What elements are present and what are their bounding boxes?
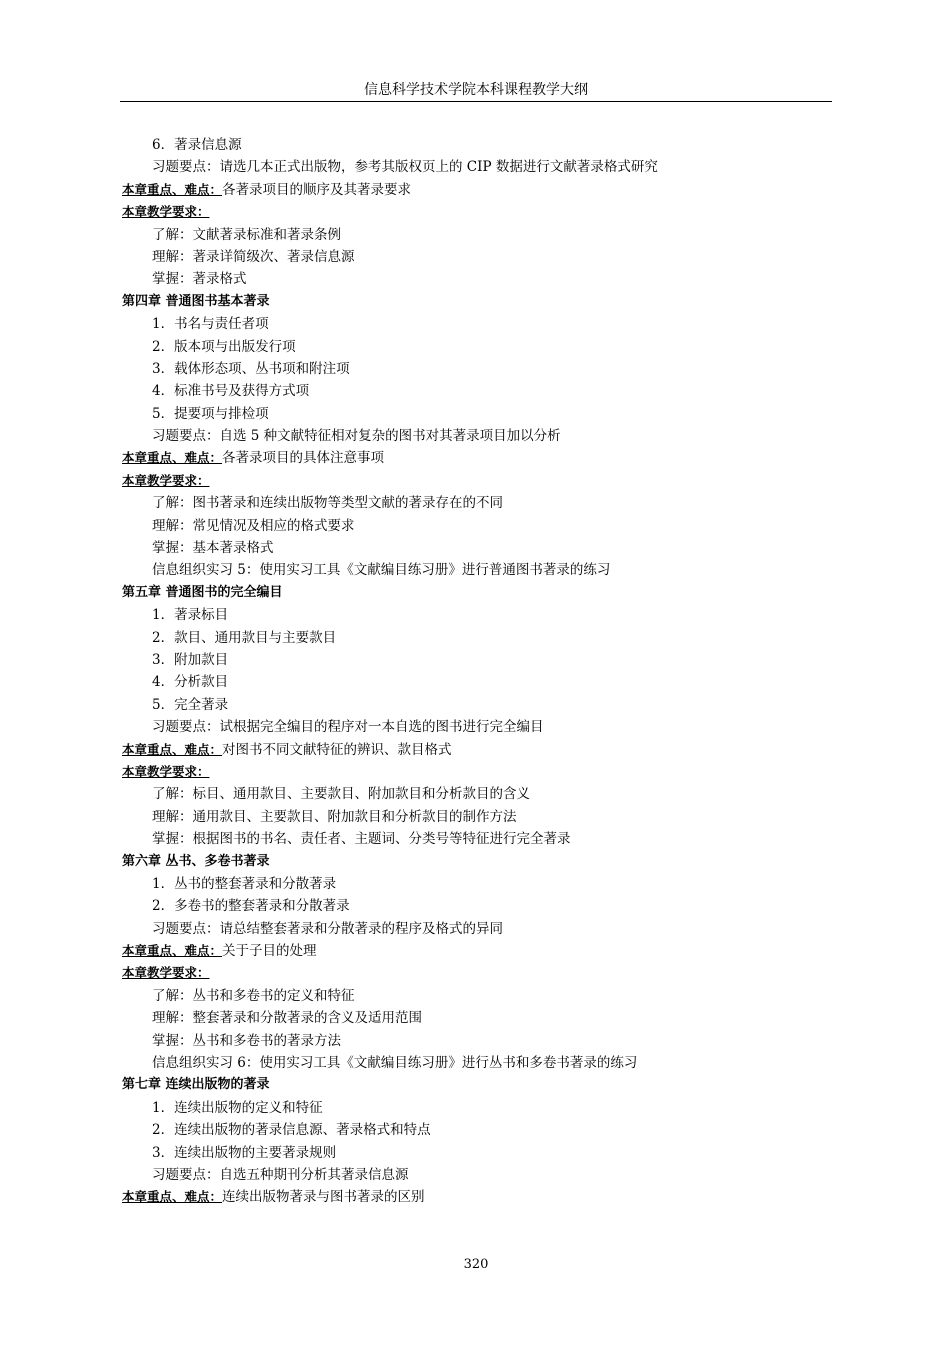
- section-item: 2．款目、通用款目与主要款目: [152, 629, 337, 646]
- chapter-heading: 第六章 丛书、多卷书著录: [122, 853, 270, 869]
- requirement-item: 了解：图书著录和连续出版物等类型文献的著录存在的不同: [152, 495, 503, 512]
- section-item: 3．载体形态项、丛书项和附注项: [152, 360, 350, 377]
- section-item: 5．完全著录: [152, 696, 229, 713]
- requirements-label: 本章教学要求：: [122, 472, 210, 488]
- chapter-heading: 第五章 普通图书的完全编目: [122, 584, 283, 600]
- requirements-line: [122, 201, 822, 223]
- key-points-text: 连续出版物著录与图书著录的区别: [222, 1189, 425, 1206]
- section-item: 3．连续出版物的主要著录规则: [152, 1144, 337, 1161]
- exercise-note: 习题要点：请选几本正式出版物，参考其版权页上的 CIP 数据进行文献著录格式研究: [152, 159, 658, 176]
- key-points-line: [122, 447, 822, 469]
- key-points-line: [122, 179, 822, 201]
- key-points-line: [122, 940, 822, 962]
- exercise-note: 习题要点：自选 5 种文献特征相对复杂的图书对其著录项目加以分析: [152, 428, 561, 445]
- practice-note: 信息组织实习 6：使用实习工具《文献编目练习册》进行丛书和多卷书著录的练习: [152, 1055, 638, 1072]
- section-item: 1．书名与责任者项: [152, 316, 269, 333]
- requirement-item: 了解：丛书和多卷书的定义和特征: [152, 987, 355, 1004]
- key-points-text: 各著录项目的顺序及其著录要求: [222, 181, 412, 198]
- requirements-line: [122, 761, 822, 783]
- document-body: [122, 134, 822, 1209]
- section-item: 3．附加款目: [152, 651, 229, 668]
- requirement-item: 掌握：丛书和多卷书的著录方法: [152, 1032, 341, 1049]
- key-points-label: 本章重点、难点：: [122, 450, 223, 466]
- requirement-item: 了解：标目、通用款目、主要款目、附加款目和分析款目的含义: [152, 786, 530, 803]
- page-header-title: 信息科学技术学院本科课程教学大纲: [364, 82, 588, 98]
- section-item: 4．标准书号及获得方式项: [152, 383, 310, 400]
- chapter-heading: 第四章 普通图书基本著录: [122, 293, 270, 309]
- page-number: 320: [463, 1257, 489, 1272]
- requirements-label: 本章教学要求：: [122, 965, 210, 981]
- requirement-item: 掌握：基本著录格式: [152, 540, 274, 557]
- requirements-line: [122, 470, 822, 492]
- exercise-note: 习题要点：试根据完全编目的程序对一本自选的图书进行完全编目: [152, 719, 544, 736]
- section-item: 1．丛书的整套著录和分散著录: [152, 875, 337, 892]
- section-item: 4．分析款目: [152, 674, 229, 691]
- key-points-line: [122, 739, 822, 761]
- requirement-item: 理解：著录详简级次、著录信息源: [152, 248, 355, 265]
- key-points-line: [122, 1186, 822, 1208]
- key-points-label: 本章重点、难点：: [122, 943, 223, 959]
- requirement-item: 掌握：根据图书的书名、责任者、主题词、分类号等特征进行完全著录: [152, 831, 571, 848]
- header-divider: [120, 101, 832, 102]
- requirement-item: 掌握：著录格式: [152, 271, 247, 288]
- section-item: 2．多卷书的整套著录和分散著录: [152, 898, 350, 915]
- key-points-text: 关于子目的处理: [222, 943, 317, 960]
- requirement-item: 理解：通用款目、主要款目、附加款目和分析款目的制作方法: [152, 808, 517, 825]
- key-points-label: 本章重点、难点：: [122, 1189, 223, 1205]
- requirements-label: 本章教学要求：: [122, 204, 210, 220]
- key-points-label: 本章重点、难点：: [122, 741, 223, 757]
- requirement-item: 理解：整套著录和分散著录的含义及适用范围: [152, 1010, 422, 1027]
- practice-note: 信息组织实习 5：使用实习工具《文献编目练习册》进行普通图书著录的练习: [152, 562, 611, 579]
- chapter-heading: 第七章 连续出版物的著录: [122, 1077, 270, 1093]
- key-points-text: 各著录项目的具体注意事项: [222, 450, 385, 467]
- section-item: 2．版本项与出版发行项: [152, 338, 296, 355]
- section-item: 5．提要项与排检项: [152, 405, 269, 422]
- section-item: 1．著录标目: [152, 607, 229, 624]
- key-points-label: 本章重点、难点：: [122, 181, 223, 197]
- section-item: 6．著录信息源: [152, 137, 242, 153]
- requirement-item: 理解：常见情况及相应的格式要求: [152, 517, 355, 534]
- exercise-note: 习题要点：自选五种期刊分析其著录信息源: [152, 1166, 409, 1183]
- section-item: 2．连续出版物的著录信息源、著录格式和特点: [152, 1122, 431, 1139]
- requirement-item: 了解：文献著录标准和著录条例: [152, 226, 341, 243]
- requirements-line: [122, 962, 822, 984]
- section-item: 1．连续出版物的定义和特征: [152, 1099, 323, 1116]
- key-points-text: 对图书不同文献特征的辨识、款目格式: [222, 741, 452, 758]
- exercise-note: 习题要点：请总结整套著录和分散著录的程序及格式的异同: [152, 920, 503, 937]
- requirements-label: 本章教学要求：: [122, 763, 210, 779]
